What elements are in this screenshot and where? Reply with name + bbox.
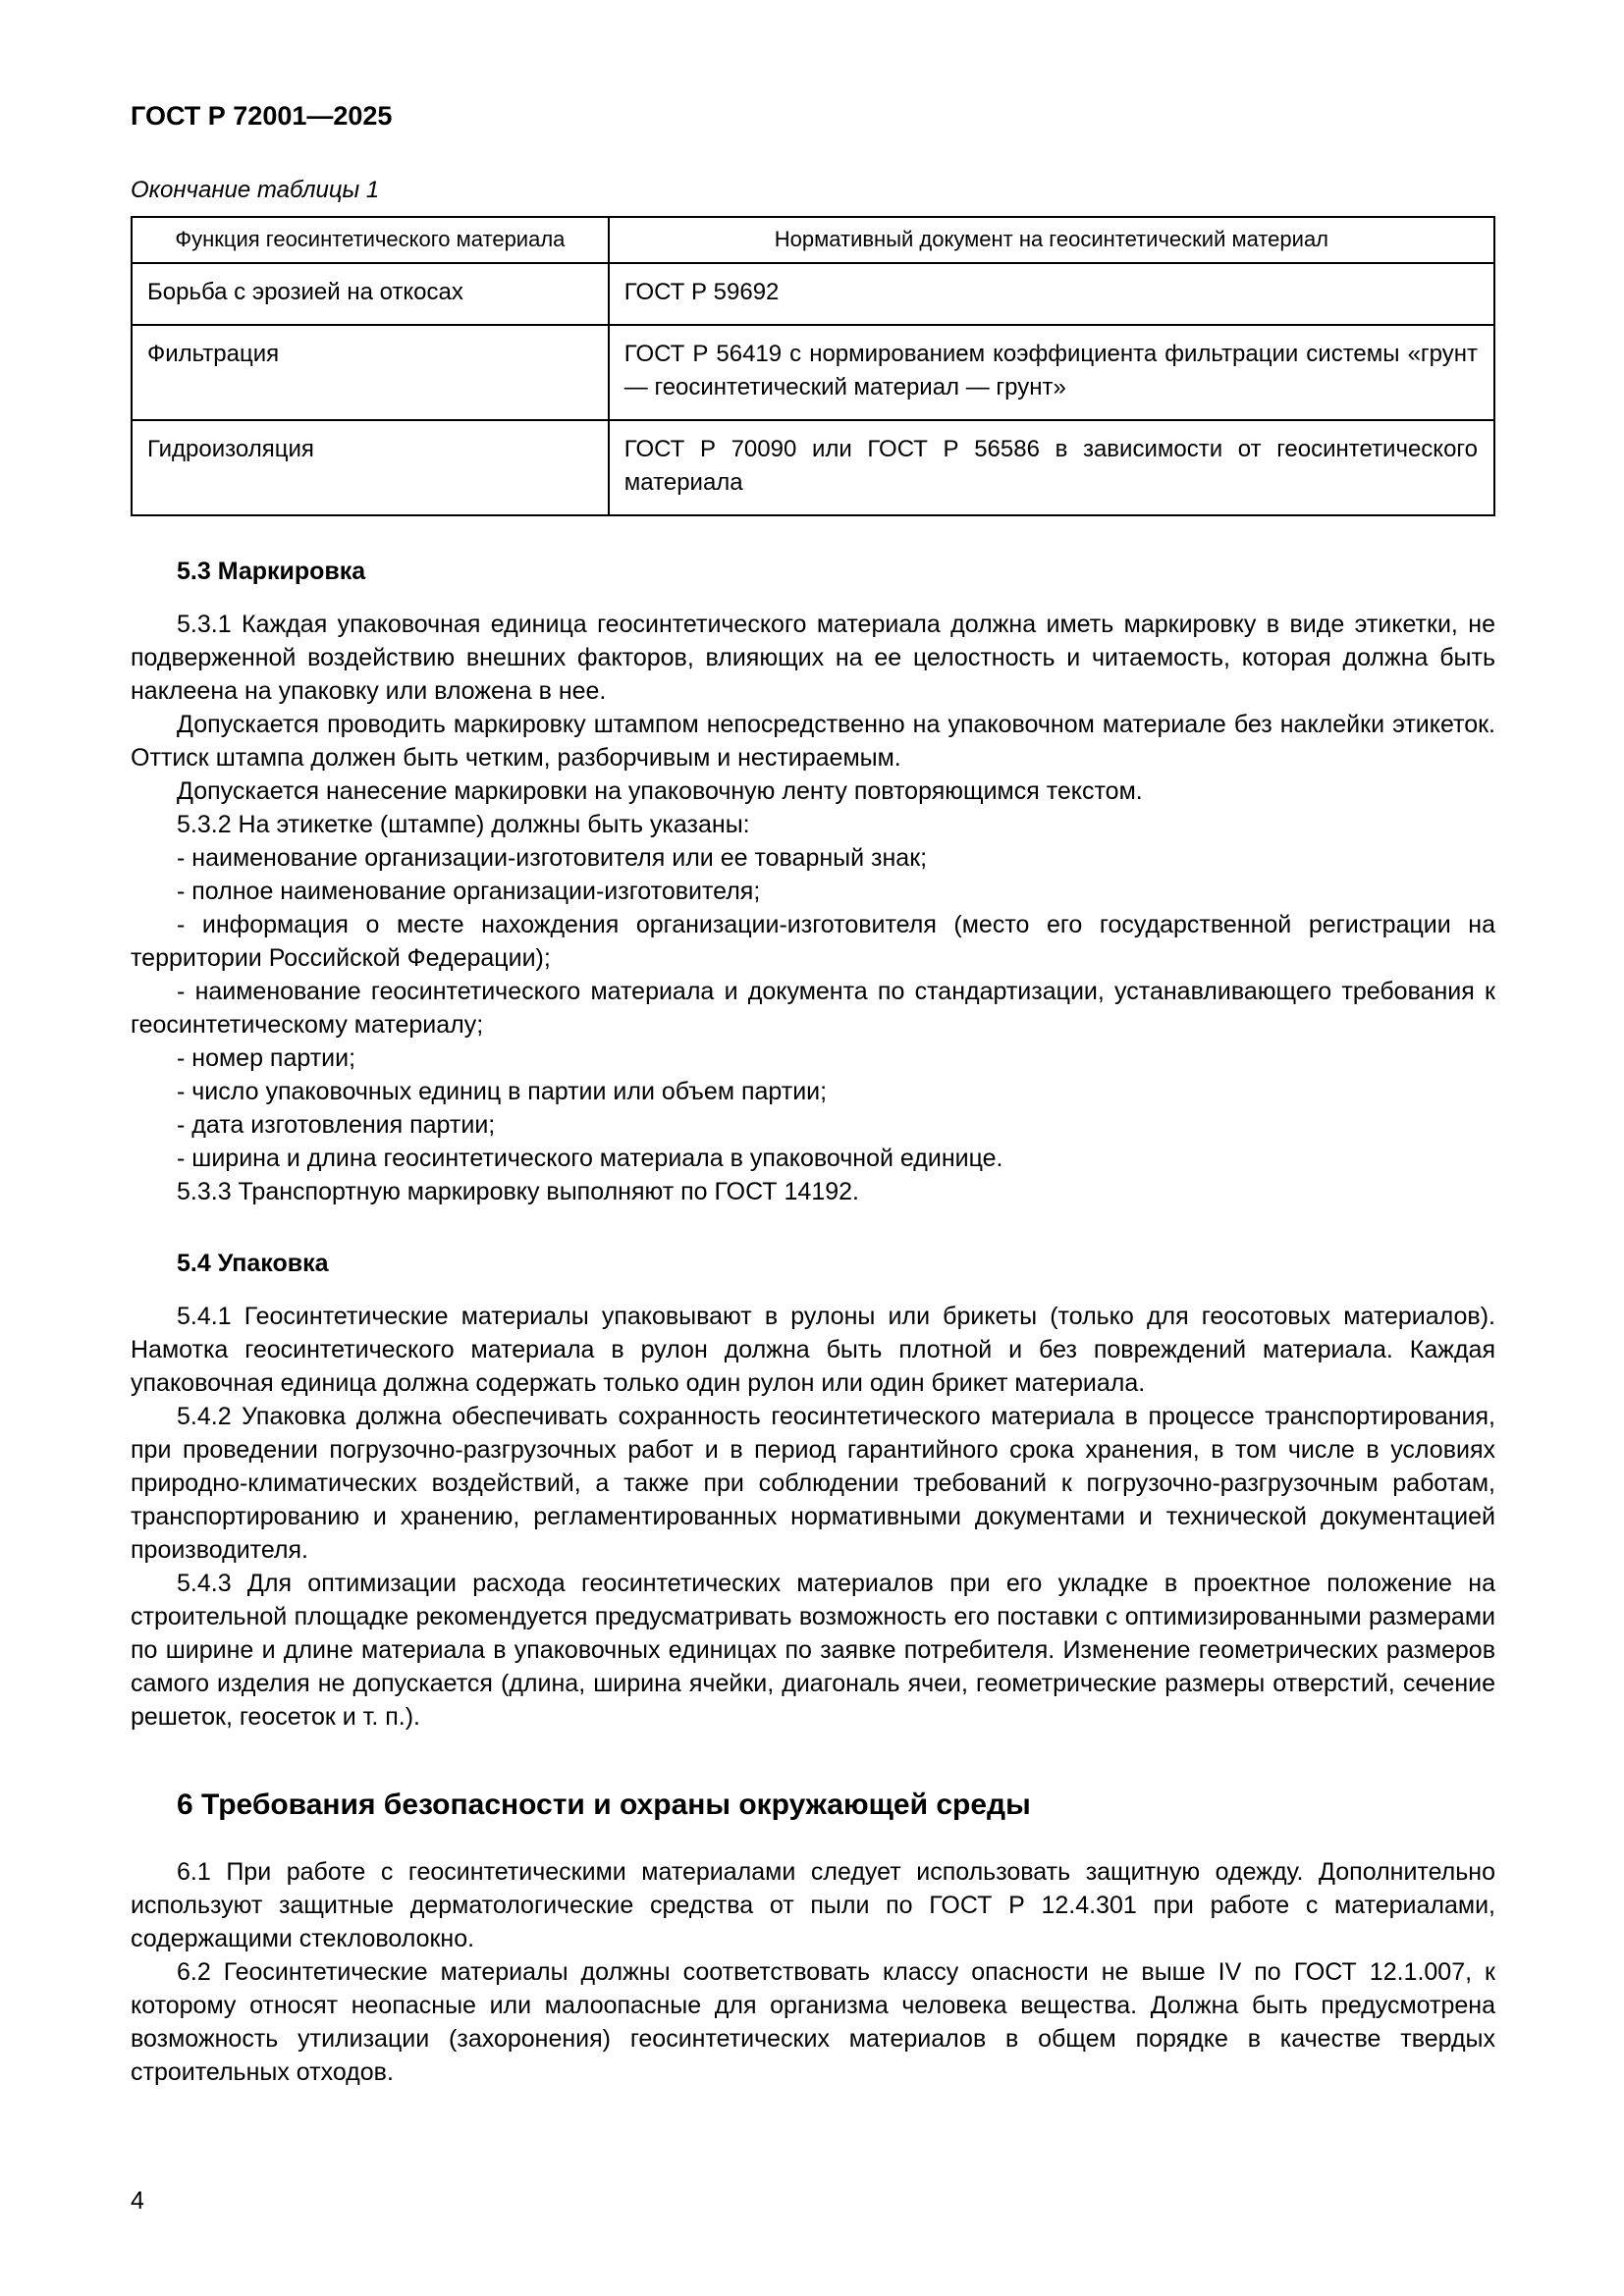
table-row [132, 263, 1494, 326]
list-item: - номер партии; [177, 1044, 356, 1073]
para-5-3-1-stamp: Допускается проводить маркировку штампом непосредственно на упаковочном материале без наклейки этикеток. Оттиск штампа должен быть четким, разборчивым и нестираемым. [131, 711, 1495, 773]
cell-function: Гидроизоляция [132, 420, 609, 515]
list-item: - наименование организации-изготовителя или ее товарный знак; [177, 844, 928, 873]
column-header-document: Нормативный документ на геосинтетический материал [609, 217, 1494, 263]
cell-document: ГОСТ Р 70090 или ГОСТ Р 56586 в зависимости от геосинтетического материала [609, 420, 1494, 515]
para-6-1: 6.1 При работе с геосинтетическими материалами следует использовать защитную одежду. Дополнительно используют защитные дерматологические средства от пыли по ГОСТ Р 12.4.301 при работе с материалами, содержащими стекловолокно. [131, 1858, 1495, 1953]
para-6-2: 6.2 Геосинтетические материалы должны соответствовать классу опасности не выше IV по ГОСТ 12.1.007, к которому относят неопасные или малоопасные для организма человека вещества. Должна быть предусмотрена возможность утилизации (захоронения) геосинтетических материалов в общем порядке в качестве твердых строительных отходов. [131, 1958, 1495, 2087]
table-header-row [132, 217, 1494, 263]
list-item: - полное наименование организации-изготовителя; [177, 878, 761, 906]
list-item: - число упаковочных единиц в партии или объем партии; [177, 1078, 828, 1106]
table-row [132, 325, 1494, 420]
para-5-4-1: 5.4.1 Геосинтетические материалы упаковывают в рулоны или брикеты (только для геосотовых материалов). Намотка геосинтетического материала в рулон должна быть плотной и без повреждений материала. Каждая упаковочная единица должна содержать только один рулон или один брикет материала. [131, 1303, 1495, 1398]
para-5-4-2: 5.4.2 Упаковка должна обеспечивать сохранность геосинтетического материала в процессе транспортирования, при проведении погрузочно-разгрузочных работ и в период гарантийного срока хранения, в том числе в условиях природно-климатических воздействий, а также при соблюдении требований к погрузочно-разгрузочным работам, транспортированию и хранению, регламентированных нормативными документами и технической документацией производителя. [131, 1403, 1495, 1565]
section-6-heading: 6 Требования безопасности и охраны окружающей среды [177, 1789, 1031, 1822]
para-5-3-1: 5.3.1 Каждая упаковочная единица геосинтетического материала должна иметь маркировку в виде этикетки, не подверженной воздействию внешних факторов, влияющих на ее целостность и читаемость, которая должна быть наклеена на упаковку или вложена в нее. [131, 611, 1495, 706]
para-5-3-3: 5.3.3 Транспортную маркировку выполняют по ГОСТ 14192. [177, 1178, 859, 1206]
doc-header: ГОСТ Р 72001—2025 [131, 101, 393, 131]
list-item: - дата изготовления партии; [177, 1111, 496, 1140]
materials-table [131, 216, 1495, 516]
section-5-3-heading: 5.3 Маркировка [177, 558, 366, 586]
para-5-3-1-tape: Допускается нанесение маркировки на упаковочную ленту повторяющимся текстом. [177, 777, 1143, 806]
list-item: - информация о месте нахождения организации-изготовителя (место его государственной регистрации на территории Российской Федерации); [131, 911, 1495, 973]
table-row [132, 420, 1494, 515]
list-item: - наименование геосинтетического материала и документа по стандартизации, устанавливающего требования к геосинтетическому материалу; [131, 978, 1495, 1040]
para-5-3-2: 5.3.2 На этикетке (штампе) должны быть указаны: [177, 811, 750, 839]
list-item: - ширина и длина геосинтетического материала в упаковочной единице. [177, 1145, 1003, 1173]
table-continuation-caption: Окончание таблицы 1 [131, 177, 380, 203]
page-number: 4 [131, 2187, 144, 2215]
cell-document: ГОСТ Р 59692 [609, 263, 1494, 326]
para-5-4-3: 5.4.3 Для оптимизации расхода геосинтетических материалов при его укладке в проектное положение на строительной площадке рекомендуется предусматривать возможность его поставки с оптимизированными размерами по ширине и длине материала в упаковочных единицах по заявке потребителя. Изменение геометрических размеров самого изделия не допускается (длина, ширина ячейки, диагональ ячеи, геометрические размеры отверстий, сечение решеток, геосеток и т. п.). [131, 1570, 1495, 1732]
cell-function: Борьба с эрозией на откосах [132, 263, 609, 326]
section-5-4-heading: 5.4 Упаковка [177, 1250, 329, 1278]
cell-document: ГОСТ Р 56419 с нормированием коэффициента фильтрации системы «грунт — геосинтетический материал — грунт» [609, 325, 1494, 420]
cell-function: Фильтрация [132, 325, 609, 420]
column-header-function: Функция геосинтетического материала [132, 217, 609, 263]
